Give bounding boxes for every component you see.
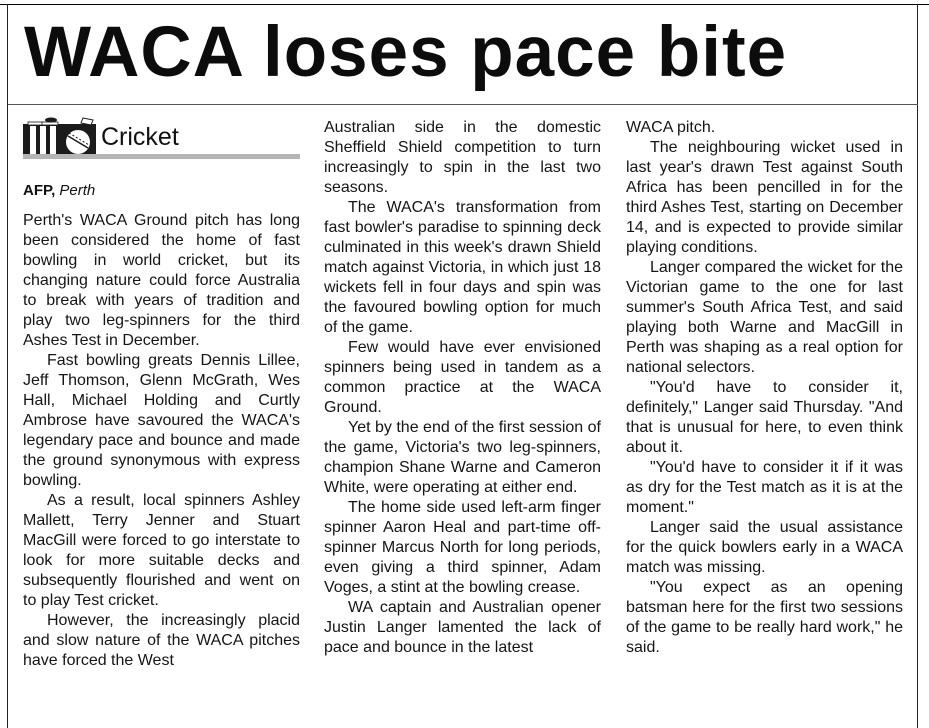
article-paragraph: "You'd have to consider it, definitely," Langer said Thursday. "And that is unusual for here, to even think about it. [626,379,903,456]
byline-agency: AFP, [23,182,56,199]
article-paragraph: However, the increasingly placid and slow nature of the WACA pitches have forced the West [23,612,300,669]
article-paragraph: Australian side in the domestic Sheffield Shield competition to turn increasingly to spin in the last two seasons. [324,119,601,196]
article-column-1 [23,211,300,671]
article-paragraph: Perth's WACA Ground pitch has long been considered the home of fast bowling in world cricket, but its changing nature could force Australia to break with years of tradition and play two leg-spinners for the third Ashes Test in December. [23,212,300,349]
article-paragraph: Fast bowling greats Dennis Lillee, Jeff Thomson, Glenn McGrath, Wes Hall, Michael Holding and Curtly Ambrose have savoured the WACA's legendary pace and bounce and made the ground synonymous with express bowling. [23,352,300,489]
cricket-stumps-ball-icon [23,116,96,158]
article-paragraph: "You'd have to consider it if it was as dry for the Test match as it is at the moment." [626,459,903,516]
article-paragraph: Langer said the usual assistance for the quick bowlers early in a WACA match was missing. [626,519,903,576]
article-column-3 [626,118,903,658]
headline: WACA loses pace bite [24,13,788,92]
right-border-rule [917,4,918,728]
article-paragraph: Few would have ever envisioned spinners being used in tandem as a common practice at the WACA Ground. [324,339,601,416]
article-paragraph: WA captain and Australian opener Justin Langer lamented the lack of pace and bounce in the latest [324,599,601,656]
article-paragraph: The home side used left-arm finger spinner Aaron Heal and part-time off-spinner Marcus North for long periods, even giving a third spinner, Adam Voges, a stint at the bowling crease. [324,499,601,596]
headline-divider [8,104,918,105]
section-label: Cricket [101,123,179,151]
article-paragraph: As a result, local spinners Ashley Mallett, Terry Jenner and Stuart MacGill were forced to go interstate to look for more suitable decks and subsequently flourished and went on to play Test cricket. [23,492,300,609]
byline-place: Perth [59,182,96,199]
article-paragraph: The neighbouring wicket used in last year's drawn Test against South Africa has been pencilled in for the third Ashes Test, starting on December 14, and is expected to provide similar playing conditions. [626,139,903,256]
top-border-rule [0,4,929,5]
article-paragraph: "You expect as an opening batsman here for the first two sessions of the game to be really hard work," he said. [626,579,903,656]
section-header [23,116,300,160]
article-paragraph: Langer compared the wicket for the Victorian game to the one for last summer's South Africa Test, and said playing both Warne and MacGill in Perth was shaping as a real option for national selectors. [626,259,903,376]
article-paragraph: The WACA's transformation from fast bowler's paradise to spinning deck culminated in this week's drawn Shield match against Victoria, in which just 18 wickets fell in four days and spin was the favoured bowling option for much of the game. [324,199,601,336]
article-paragraph: WACA pitch. [626,119,716,136]
byline [23,181,95,201]
left-border-rule [7,4,8,728]
article-column-2 [324,118,601,658]
article-paragraph: Yet by the end of the first session of the game, Victoria's two leg-spinners, champion Shane Warne and Cameron White, were operating at either end. [324,419,601,496]
section-underline [23,154,300,159]
